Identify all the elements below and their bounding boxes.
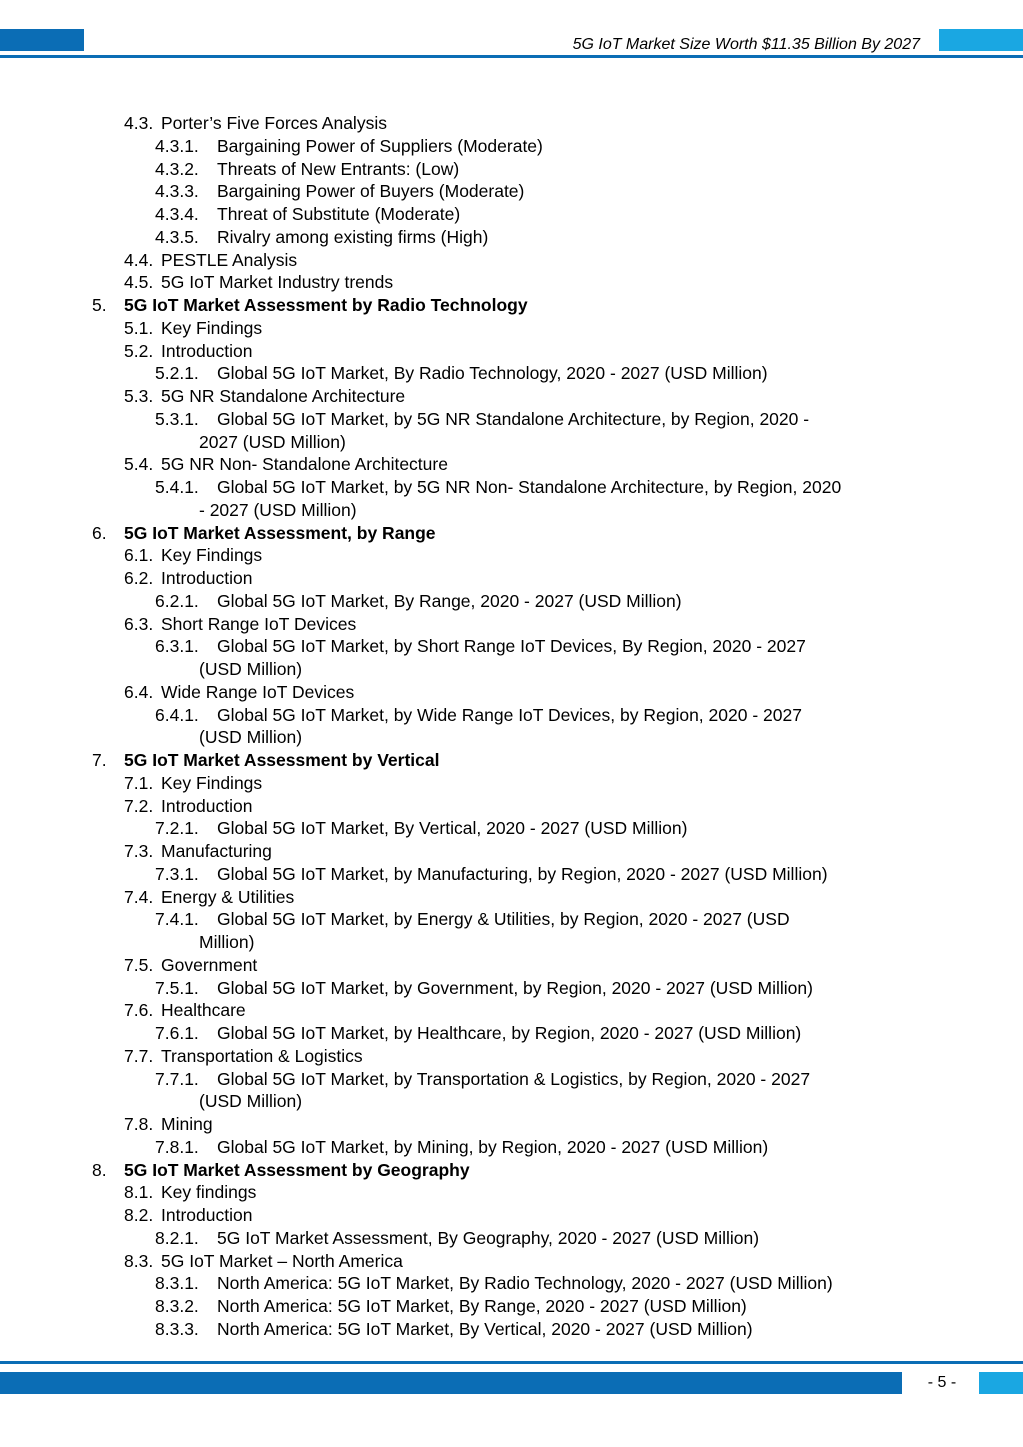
toc-entry [0, 453, 1023, 476]
toc-entry-title: Global 5G IoT Market, by Wide Range IoT Devices, by Region, 2020 - 2027 [217, 704, 802, 725]
footer-rule [0, 1361, 1023, 1364]
toc-entry-title: Global 5G IoT Market, by Healthcare, by Region, 2020 - 2027 (USD Million) [217, 1023, 802, 1043]
toc-entry-title-continued: 2027 (USD Million) [199, 431, 346, 452]
toc-entry [0, 317, 1023, 340]
toc-entry-number: 8.2. [124, 1205, 154, 1225]
toc-entry-number: 7.4.1. [155, 909, 199, 930]
toc-entry [0, 1272, 1023, 1295]
toc-entry-number: 4.3.1. [155, 135, 199, 156]
toc-entry-number: 6. [92, 522, 107, 543]
toc-entry-title: Global 5G IoT Market, by Short Range IoT Devices, By Region, 2020 - 2027 [217, 636, 806, 657]
toc-entry-number: 7.3. [124, 841, 154, 861]
toc-entry [0, 1068, 1023, 1091]
toc-entry [0, 385, 1023, 408]
toc-entry-number: 8.2.1. [155, 1227, 199, 1248]
toc-entry-title: Threat of Substitute (Moderate) [217, 204, 461, 224]
toc-entry-title: Key Findings [161, 545, 263, 566]
toc-entry [0, 749, 1023, 772]
toc-entry-number: 4.3.2. [155, 158, 199, 179]
toc-entry [0, 249, 1023, 272]
toc-entry-continuation [0, 1090, 1023, 1113]
toc-entry-title-continued: - 2027 (USD Million) [199, 499, 357, 520]
toc-entry-title: 5G IoT Market Industry trends [161, 272, 394, 293]
toc-entry [0, 1204, 1023, 1227]
toc-entry-title: 5G IoT Market Assessment by Radio Technology [124, 295, 528, 315]
toc-entry [0, 590, 1023, 613]
toc-entry [0, 1045, 1023, 1068]
toc-entry-number: 7.3.1. [155, 863, 199, 884]
toc-entry [0, 1181, 1023, 1204]
toc-entry-number: 5.3.1. [155, 408, 199, 429]
toc-entry-title: Key Findings [161, 772, 263, 793]
toc-entry [0, 613, 1023, 636]
toc-entry [0, 1159, 1023, 1182]
toc-entry-number: 5.4.1. [155, 477, 199, 497]
toc-entry-number: 7.7. [124, 1045, 154, 1066]
header-accent-left [0, 29, 84, 51]
toc-entry-title: Global 5G IoT Market, by Manufacturing, by Region, 2020 - 2027 (USD Million) [217, 863, 828, 884]
toc-entry-number: 7.8. [124, 1114, 154, 1134]
toc-entry-title: Short Range IoT Devices [161, 613, 357, 634]
toc-entry-title: Threats of New Entrants: (Low) [217, 158, 460, 179]
toc-entry [0, 817, 1023, 840]
toc-entry-title-continued: (USD Million) [199, 727, 303, 748]
toc-entry [0, 908, 1023, 931]
footer-bar [0, 1372, 902, 1394]
toc-entry-title: Introduction [161, 568, 253, 588]
toc-entry-number: 8.1. [124, 1182, 154, 1203]
toc-entry-title: Introduction [161, 1205, 253, 1225]
toc-entry-number: 5.2.1. [155, 363, 199, 384]
toc-entry-title: North America: 5G IoT Market, By Vertical, 2020 - 2027 (USD Million) [217, 1318, 753, 1339]
toc-entry [0, 1136, 1023, 1159]
toc-entry-number: 6.3. [124, 613, 154, 634]
toc-entry [0, 340, 1023, 363]
toc-entry-title: Rivalry among existing firms (High) [217, 226, 489, 247]
toc-entry-number: 8.3.1. [155, 1273, 199, 1294]
toc-entry-number: 6.2. [124, 568, 154, 588]
toc-entry [0, 1113, 1023, 1136]
toc-entry-number: 7.6.1. [155, 1023, 199, 1043]
toc-entry [0, 886, 1023, 909]
toc-entry [0, 840, 1023, 863]
toc-entry [0, 362, 1023, 385]
toc-entry-number: 6.4. [124, 681, 154, 702]
toc-entry-title: North America: 5G IoT Market, By Range, 2020 - 2027 (USD Million) [217, 1296, 747, 1316]
toc-entry-number: 6.4.1. [155, 704, 199, 725]
toc-entry-number: 4.3. [124, 113, 154, 133]
toc-entry-number: 4.3.4. [155, 204, 199, 224]
toc-entry-title: Manufacturing [161, 841, 272, 861]
toc-entry [0, 954, 1023, 977]
toc-entry-number: 7.7.1. [155, 1068, 199, 1089]
toc-entry-number: 4.4. [124, 249, 154, 270]
toc-entry [0, 1295, 1023, 1318]
toc-entry-number: 5.2. [124, 340, 154, 361]
toc-entry-title: Bargaining Power of Buyers (Moderate) [217, 181, 525, 202]
toc-entry-number: 6.1. [124, 545, 154, 566]
toc-entry-continuation [0, 431, 1023, 454]
toc-entry [0, 1318, 1023, 1341]
toc-entry-title: 5G IoT Market Assessment, by Range [124, 522, 436, 543]
toc-entry [0, 158, 1023, 181]
toc-entry-number: 5.3. [124, 386, 154, 406]
toc-entry-title: 5G IoT Market Assessment by Vertical [124, 750, 440, 770]
toc-entry-number: 7. [92, 750, 107, 770]
toc-entry-title: Wide Range IoT Devices [161, 681, 355, 702]
toc-entry [0, 180, 1023, 203]
toc-entry-title: Energy & Utilities [161, 886, 295, 907]
toc-entry-title: Introduction [161, 340, 253, 361]
toc-entry-continuation [0, 658, 1023, 681]
toc-entry-title-continued: (USD Million) [199, 1091, 303, 1112]
toc-entry-number: 4.3.5. [155, 226, 199, 247]
toc-entry-number: 4.3.3. [155, 181, 199, 202]
toc-entry [0, 226, 1023, 249]
toc-entry-title: Key findings [161, 1182, 257, 1203]
toc-entry [0, 681, 1023, 704]
toc-entry-title: Global 5G IoT Market, by 5G NR Standalone Architecture, by Region, 2020 - [217, 408, 810, 429]
toc-entry-title: Government [161, 954, 258, 975]
toc-entry-number: 7.4. [124, 886, 154, 907]
toc-entry [0, 408, 1023, 431]
toc-entry-number: 7.5. [124, 954, 154, 975]
toc-entry-title: PESTLE Analysis [161, 249, 298, 270]
toc-entry-continuation [0, 931, 1023, 954]
toc-entry-number: 6.2.1. [155, 590, 199, 611]
toc-entry [0, 635, 1023, 658]
toc-entry-title: Mining [161, 1114, 213, 1134]
toc-entry-title: Global 5G IoT Market, by Government, by Region, 2020 - 2027 (USD Million) [217, 977, 813, 998]
toc-entry-continuation [0, 499, 1023, 522]
toc-entry-number: 5.4. [124, 454, 154, 475]
toc-entry-title: Global 5G IoT Market, By Range, 2020 - 2027 (USD Million) [217, 590, 682, 611]
toc-entry [0, 977, 1023, 1000]
toc-entry [0, 772, 1023, 795]
toc-entry [0, 294, 1023, 317]
header-rule [0, 55, 1023, 58]
toc-entry [0, 112, 1023, 135]
toc-entry-title: Global 5G IoT Market, by 5G NR Non- Standalone Architecture, by Region, 2020 [217, 477, 842, 497]
toc-entry-title: Porter’s Five Forces Analysis [161, 113, 387, 133]
toc-entry-title: North America: 5G IoT Market, By Radio Technology, 2020 - 2027 (USD Million) [217, 1273, 833, 1294]
toc-entry [0, 704, 1023, 727]
toc-entry-number: 7.6. [124, 1000, 154, 1021]
toc-entry-title: 5G NR Non- Standalone Architecture [161, 454, 448, 475]
toc-entry-number: 4.5. [124, 272, 154, 293]
toc-entry-title: 5G IoT Market Assessment by Geography [124, 1159, 470, 1180]
toc-entry-title: Key Findings [161, 317, 263, 338]
toc-entry-number: 7.5.1. [155, 977, 199, 998]
toc-entry-continuation [0, 726, 1023, 749]
toc-entry-number: 8.3.3. [155, 1318, 199, 1339]
toc-entry-title: Introduction [161, 795, 253, 816]
toc-entry-title: Global 5G IoT Market, By Vertical, 2020 - 2027 (USD Million) [217, 818, 688, 839]
toc-entry-title-continued: (USD Million) [199, 659, 303, 679]
toc-entry-title: Healthcare [161, 1000, 246, 1021]
toc-entry-title: 5G IoT Market – North America [161, 1250, 403, 1271]
toc-entry-number: 7.1. [124, 772, 154, 793]
toc-entry-title: 5G NR Standalone Architecture [161, 386, 406, 406]
toc-entry-title: 5G IoT Market Assessment, By Geography, 2020 - 2027 (USD Million) [217, 1227, 760, 1248]
table-of-contents [0, 112, 1023, 1341]
toc-entry [0, 544, 1023, 567]
toc-entry [0, 1250, 1023, 1273]
toc-entry-title: Transportation & Logistics [161, 1045, 363, 1066]
toc-entry [0, 135, 1023, 158]
toc-entry-number: 7.8.1. [155, 1136, 199, 1157]
header-accent-right [939, 29, 1023, 51]
toc-entry-title: Bargaining Power of Suppliers (Moderate) [217, 135, 543, 156]
toc-entry-number: 5. [92, 295, 107, 315]
toc-entry-number: 7.2. [124, 795, 154, 816]
toc-entry [0, 999, 1023, 1022]
toc-entry-title: Global 5G IoT Market, by Mining, by Region, 2020 - 2027 (USD Million) [217, 1136, 769, 1157]
toc-entry-number: 7.2.1. [155, 818, 199, 839]
toc-entry-title: Global 5G IoT Market, By Radio Technology, 2020 - 2027 (USD Million) [217, 363, 768, 384]
toc-entry-title-continued: Million) [199, 932, 255, 952]
toc-entry-title: Global 5G IoT Market, by Transportation & Logistics, by Region, 2020 - 2027 [217, 1068, 811, 1089]
toc-entry [0, 522, 1023, 545]
toc-entry-number: 8.3.2. [155, 1296, 199, 1316]
toc-entry [0, 863, 1023, 886]
toc-entry-title: Global 5G IoT Market, by Energy & Utilities, by Region, 2020 - 2027 (USD [217, 909, 790, 930]
footer-accent-right [979, 1372, 1023, 1394]
toc-entry [0, 203, 1023, 226]
toc-entry [0, 271, 1023, 294]
toc-entry [0, 476, 1023, 499]
toc-entry [0, 567, 1023, 590]
toc-entry-number: 6.3.1. [155, 636, 199, 657]
toc-entry [0, 1022, 1023, 1045]
toc-entry [0, 1227, 1023, 1250]
toc-entry-number: 8.3. [124, 1250, 154, 1271]
toc-entry-number: 5.1. [124, 317, 154, 338]
toc-entry [0, 795, 1023, 818]
page-number: - 5 - [927, 1374, 957, 1391]
header-title: 5G IoT Market Size Worth $11.35 Billion By 2027 [572, 36, 920, 53]
toc-entry-number: 8. [92, 1159, 107, 1180]
